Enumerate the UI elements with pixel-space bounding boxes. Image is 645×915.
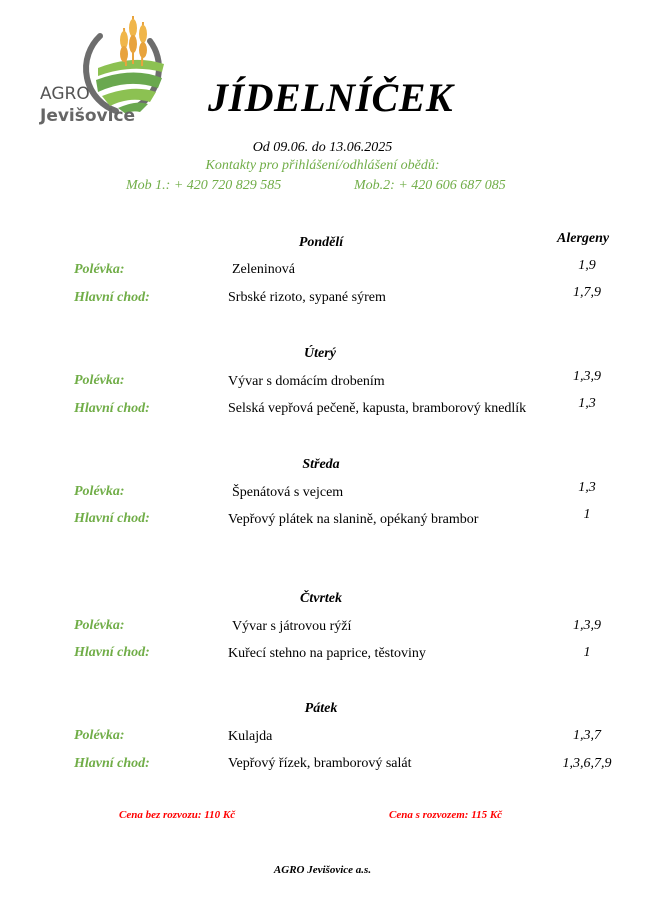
main-course-label: Hlavní chod:	[74, 401, 150, 416]
soup-label: Polévka:	[74, 618, 125, 633]
price-without-delivery: Cena bez rozvozu: 110 Kč	[119, 809, 236, 821]
day-heading-monday: Pondělí	[298, 235, 344, 250]
main-course-label: Hlavní chod:	[74, 756, 150, 771]
friday-main: Vepřový řízek, bramborový salát	[228, 756, 412, 771]
monday-soup: Zeleninová	[232, 262, 295, 277]
logo-text-agro: AGRO	[40, 84, 90, 104]
thursday-main: Kuřecí stehno na paprice, těstoviny	[228, 646, 426, 661]
mobile-1: Mob 1.: + 420 720 829 585	[126, 178, 282, 193]
monday-soup-allergens: 1,9	[578, 258, 596, 273]
monday-main-allergens: 1,7,9	[573, 285, 601, 300]
price-with-delivery: Cena s rozvozem: 115 Kč	[389, 809, 503, 821]
monday-main: Srbské rizoto, sypané sýrem	[228, 290, 386, 305]
main-course-label: Hlavní chod:	[74, 645, 150, 660]
mobile-2: Mob.2: + 420 606 687 085	[354, 178, 506, 193]
tuesday-soup-allergens: 1,3,9	[573, 369, 601, 384]
contacts-label: Kontakty pro přihlášení/odhlášení obědů:	[205, 158, 440, 173]
page-title: JÍDELNÍČEK	[208, 75, 454, 120]
friday-main-allergens: 1,3,6,7,9	[562, 756, 612, 771]
wednesday-soup: Špenátová s vejcem	[232, 485, 344, 500]
wednesday-main: Vepřový plátek na slanině, opékaný brambor	[228, 512, 479, 527]
day-heading-wednesday: Středa	[302, 457, 340, 472]
tuesday-soup: Vývar s domácím drobením	[228, 374, 385, 389]
thursday-main-allergens: 1	[583, 645, 591, 660]
friday-soup-allergens: 1,3,7	[573, 728, 601, 743]
main-course-label: Hlavní chod:	[74, 511, 150, 526]
menu-period: Od 09.06. do 13.06.2025	[252, 140, 393, 155]
footer-company: AGRO Jevišovice a.s.	[273, 864, 372, 876]
soup-label: Polévka:	[74, 484, 125, 499]
tuesday-main: Selská vepřová pečeně, kapusta, bramborový knedlík	[228, 401, 527, 416]
allergens-header: Alergeny	[557, 231, 610, 246]
soup-label: Polévka:	[74, 262, 125, 277]
logo-text-jevisovice: Jevišovice	[40, 106, 136, 126]
day-heading-friday: Pátek	[304, 701, 338, 716]
wednesday-main-allergens: 1	[583, 507, 591, 522]
wednesday-soup-allergens: 1,3	[578, 480, 596, 495]
main-course-label: Hlavní chod:	[74, 290, 150, 305]
tuesday-main-allergens: 1,3	[578, 396, 596, 411]
day-heading-thursday: Čtvrtek	[300, 591, 342, 606]
soup-label: Polévka:	[74, 373, 125, 388]
thursday-soup: Vývar s játrovou rýží	[232, 619, 352, 634]
friday-soup: Kulajda	[228, 729, 273, 744]
soup-label: Polévka:	[74, 728, 125, 743]
day-heading-tuesday: Úterý	[304, 346, 336, 361]
thursday-soup-allergens: 1,3,9	[573, 618, 601, 633]
